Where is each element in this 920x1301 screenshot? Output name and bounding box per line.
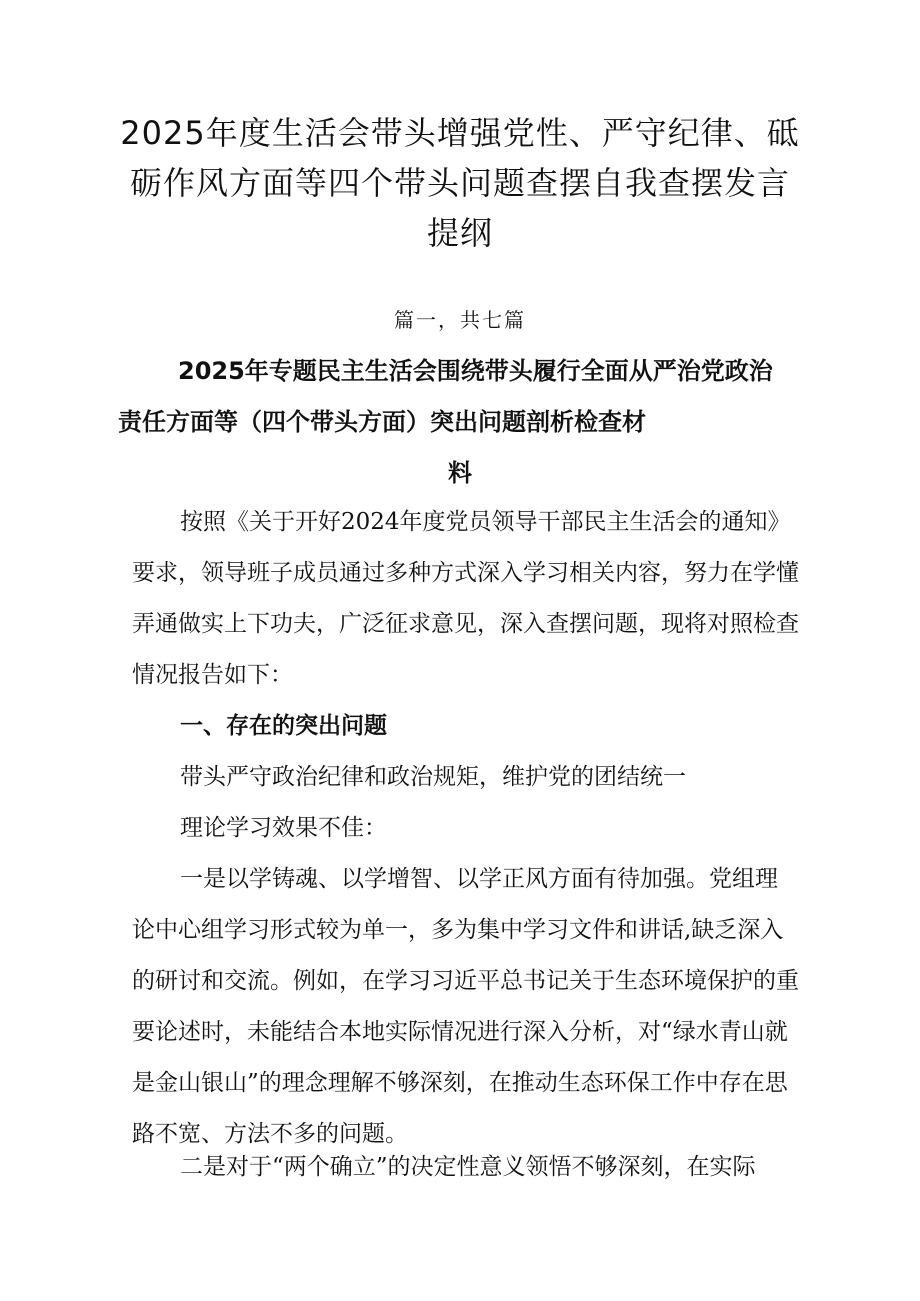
- item-paragraph: 带头严守政治纪律和政治规矩，维护党的团结统一: [180, 764, 686, 790]
- item-paragraph: 理论学习效果不佳：: [180, 815, 387, 841]
- section-label: 篇一，共七篇: [394, 308, 526, 332]
- document-body-continued: [132, 1142, 800, 1193]
- intro-paragraph: 按照《关于开好2024年度党员领导干部民主生活会的通知》要求，领导班子成员通过多种方式深入学习相关内容，努力在学懂弄通做实上下功夫，广泛征求意见，深入查摆问题，现将对照检查情况报告如下：: [132, 509, 799, 688]
- subtitle-line-3: 料: [448, 459, 472, 487]
- document-body: [132, 497, 800, 1160]
- body-paragraph: 二是对于“两个确立”的决定性意义领悟不够深刻，在实际: [180, 1154, 756, 1180]
- subtitle-line-1: 2025年专题民主生活会围绕带头履行全面从严治党政治: [178, 357, 773, 385]
- document-subtitle: [118, 346, 802, 499]
- subtitle-line-2: 责任方面等（四个带头方面）突出问题剖析检查材: [118, 408, 646, 436]
- document-title: 2025年度生活会带头增强党性、严守纪律、砥砺作风方面等四个带头问题查摆自我查摆发言提纲: [120, 114, 800, 252]
- section-heading: 一、存在的突出问题: [180, 713, 387, 739]
- body-paragraph: 一是以学铸魂、以学增智、以学正风方面有待加强。党组理论中心组学习形式较为单一，多为集中学习文件和讲话,缺乏深入的研讨和交流。例如，在学习习近平总书记关于生态环境保护的重要论述时，未能结合本地实际情况进行深入分析，对“绿水青山就是金山银山”的理念理解不够深刻，在推动生态环保工作中存在思路不宽、方法不多的问题。: [132, 866, 799, 1147]
